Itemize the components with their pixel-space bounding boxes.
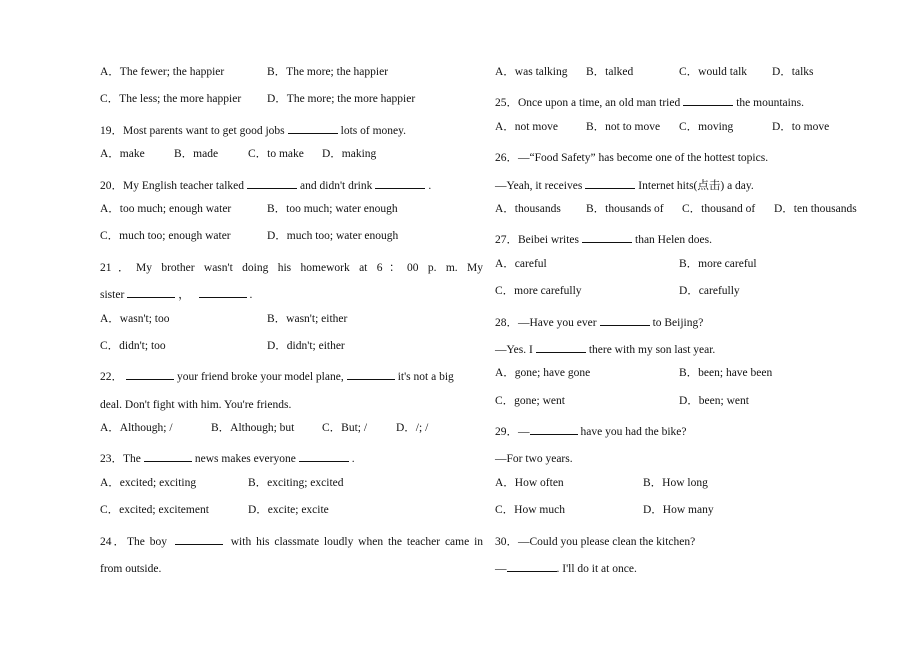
option-b[interactable]: B．exciting; excited — [248, 476, 344, 489]
option-b[interactable]: B．been; have been — [679, 367, 773, 380]
q25-options — [495, 118, 867, 145]
q29-options-row-2 — [495, 501, 867, 528]
option-c[interactable]: C．thousand of — [682, 202, 756, 215]
option-c[interactable]: C．would talk — [679, 66, 748, 78]
question-27 — [495, 227, 867, 254]
question-text: —Yeah, it receives — [495, 179, 583, 192]
option-b[interactable]: B．talked — [586, 66, 634, 78]
option-d[interactable]: D．carefully — [679, 285, 740, 298]
option-a[interactable]: A．too much; enough water — [100, 202, 232, 215]
q23-options-row-2 — [100, 501, 483, 528]
option-b[interactable]: B．The more; the happier — [267, 66, 389, 78]
option-d[interactable]: D．The more; the more happier — [267, 93, 416, 106]
q23-options-row-1 — [100, 474, 483, 501]
question-26-line-1: 26．—“Food Safety” has become one of the hottest topics. — [495, 152, 769, 165]
question-text: 19．Most parents want to get good jobs — [100, 124, 285, 137]
option-d[interactable]: D．excite; excite — [248, 504, 329, 517]
q27-options-row-2 — [495, 282, 867, 309]
right-column — [495, 63, 867, 583]
answer-blank[interactable] — [127, 285, 175, 298]
question-text: the mountains. — [736, 97, 804, 110]
q20-options-row-2 — [100, 227, 483, 254]
option-c[interactable]: C．excited; excitement — [100, 504, 209, 517]
question-text: 25．Once upon a time, an old man tried — [495, 97, 681, 110]
question-21-line-2 — [100, 282, 483, 309]
answer-blank[interactable] — [299, 449, 349, 462]
option-c[interactable]: C．moving — [679, 120, 734, 133]
answer-blank[interactable] — [683, 93, 733, 106]
option-b[interactable]: B．wasn't; either — [267, 312, 348, 325]
answer-blank[interactable] — [585, 176, 635, 189]
answer-blank[interactable] — [507, 559, 557, 572]
question-text: lots of money. — [340, 124, 406, 137]
q28-options-row-1 — [495, 364, 867, 391]
option-c[interactable]: C．more carefully — [495, 285, 582, 298]
question-text: have you had the bike? — [580, 426, 687, 439]
option-a[interactable]: A．make — [100, 148, 145, 161]
q24-options — [495, 63, 867, 90]
question-text: your friend broke your model plane, — [177, 371, 344, 384]
option-b[interactable]: B．not to move — [586, 120, 661, 133]
question-text: — — [495, 563, 507, 576]
question-28-line-2 — [495, 337, 867, 364]
question-22-line-2: deal. Don't fight with him. You're friends. — [100, 398, 292, 411]
option-d[interactable]: D．much too; water enough — [267, 230, 399, 243]
question-text: ， — [178, 289, 190, 302]
option-c[interactable]: C．gone; went — [495, 394, 565, 407]
option-a[interactable]: A．gone; have gone — [495, 367, 591, 380]
question-text: Internet hits(点击) a day. — [638, 179, 754, 192]
question-text: —Yes. I — [495, 343, 533, 356]
q19-options — [100, 145, 483, 172]
option-b[interactable]: B．thousands of — [586, 202, 664, 215]
option-a[interactable]: A．How often — [495, 476, 564, 489]
question-24-line-1 — [100, 529, 483, 556]
question-text: news makes everyone — [194, 453, 296, 466]
option-c[interactable]: C．to make — [248, 148, 304, 161]
answer-blank[interactable] — [375, 176, 425, 189]
option-c[interactable]: C．didn't; too — [100, 339, 166, 352]
option-b[interactable]: B．Although; but — [211, 422, 295, 435]
question-text: . — [428, 179, 432, 192]
option-b[interactable]: B．How long — [643, 476, 708, 489]
question-28-line-1 — [495, 310, 867, 337]
option-d[interactable]: D．ten thousands — [774, 202, 857, 215]
q21-options-row-1 — [100, 310, 483, 337]
option-d[interactable]: D．/; / — [396, 422, 429, 435]
answer-blank[interactable] — [530, 422, 578, 435]
question-23 — [100, 446, 483, 473]
option-c[interactable]: C．The less; the more happier — [100, 93, 242, 106]
question-text: . — [351, 453, 355, 466]
answer-blank[interactable] — [288, 121, 338, 134]
option-a[interactable]: A．wasn't; too — [100, 312, 170, 325]
option-c[interactable]: C．much too; enough water — [100, 230, 231, 243]
question-25 — [495, 90, 867, 117]
question-20 — [100, 173, 483, 200]
question-text: 29．— — [495, 426, 530, 439]
option-b[interactable]: B．more careful — [679, 257, 757, 270]
left-column — [100, 63, 483, 583]
question-text: than Helen does. — [635, 234, 712, 247]
option-a[interactable]: A．not move — [495, 120, 558, 133]
question-text: . I'll do it at once. — [556, 563, 637, 576]
question-text: 20．My English teacher talked — [100, 179, 245, 192]
option-b[interactable]: B．made — [174, 148, 219, 161]
question-text: 22． — [100, 371, 123, 384]
option-a[interactable]: A．The fewer; the happier — [100, 66, 225, 78]
option-d[interactable]: D．been; went — [679, 394, 749, 407]
option-a[interactable]: A．thousands — [495, 202, 561, 215]
question-text: 27．Beibei writes — [495, 234, 579, 247]
question-text: with his classmate loudly when the teacher came in — [230, 535, 483, 548]
question-19 — [100, 118, 483, 145]
option-a[interactable]: A．excited; exciting — [100, 476, 197, 489]
q22-options — [100, 419, 483, 446]
option-a[interactable]: A．was talking — [495, 66, 568, 78]
option-d[interactable]: D．How many — [643, 504, 714, 517]
q18-options-row-2 — [100, 90, 483, 117]
q20-options-row-1 — [100, 200, 483, 227]
answer-blank[interactable] — [126, 367, 174, 380]
q18-options-row-1 — [100, 63, 483, 90]
question-30-line-1: 30．—Could you please clean the kitchen? — [495, 535, 696, 548]
q29-options-row-1 — [495, 474, 867, 501]
question-30-line-2 — [495, 556, 867, 583]
answer-blank[interactable] — [144, 449, 192, 462]
q21-options-row-2 — [100, 337, 483, 364]
question-text: there with my son last year. — [588, 343, 716, 356]
q28-options-row-2 — [495, 392, 867, 419]
answer-blank[interactable] — [600, 313, 650, 326]
question-text: to Beijing? — [652, 316, 704, 329]
option-c[interactable]: C．How much — [495, 504, 565, 517]
option-a[interactable]: A．careful — [495, 257, 547, 270]
question-29-line-1 — [495, 419, 867, 446]
option-d[interactable]: D．to move — [772, 120, 830, 133]
option-d[interactable]: D．talks — [772, 66, 814, 78]
question-text: 28．—Have you ever — [495, 316, 597, 329]
option-a[interactable]: A．Although; / — [100, 422, 173, 435]
answer-blank[interactable] — [175, 532, 223, 545]
option-b[interactable]: B．too much; water enough — [267, 202, 398, 215]
answer-blank[interactable] — [582, 230, 632, 243]
option-d[interactable]: D．didn't; either — [267, 339, 345, 352]
question-24-line-2: from outside. — [100, 563, 162, 576]
question-text: 23．The — [100, 453, 141, 466]
question-21-line-1: 21．My brother wasn't doing his homework at 6：00 p. m. My — [100, 261, 483, 274]
answer-blank[interactable] — [347, 367, 395, 380]
option-c[interactable]: C．But; / — [322, 422, 368, 435]
question-text: 24．The boy — [100, 535, 167, 548]
question-29-line-2: —For two years. — [495, 453, 573, 466]
answer-blank[interactable] — [247, 176, 297, 189]
q26-options — [495, 200, 867, 227]
option-d[interactable]: D．making — [322, 148, 377, 161]
question-text: it's not a big — [397, 371, 454, 384]
question-text: sister — [100, 289, 125, 302]
q27-options-row-1 — [495, 255, 867, 282]
question-text: and didn't drink — [300, 179, 373, 192]
question-22-line-1 — [100, 364, 483, 391]
question-text: . — [249, 289, 253, 302]
answer-blank[interactable] — [536, 340, 586, 353]
question-26-line-2 — [495, 173, 867, 200]
answer-blank[interactable] — [199, 285, 247, 298]
